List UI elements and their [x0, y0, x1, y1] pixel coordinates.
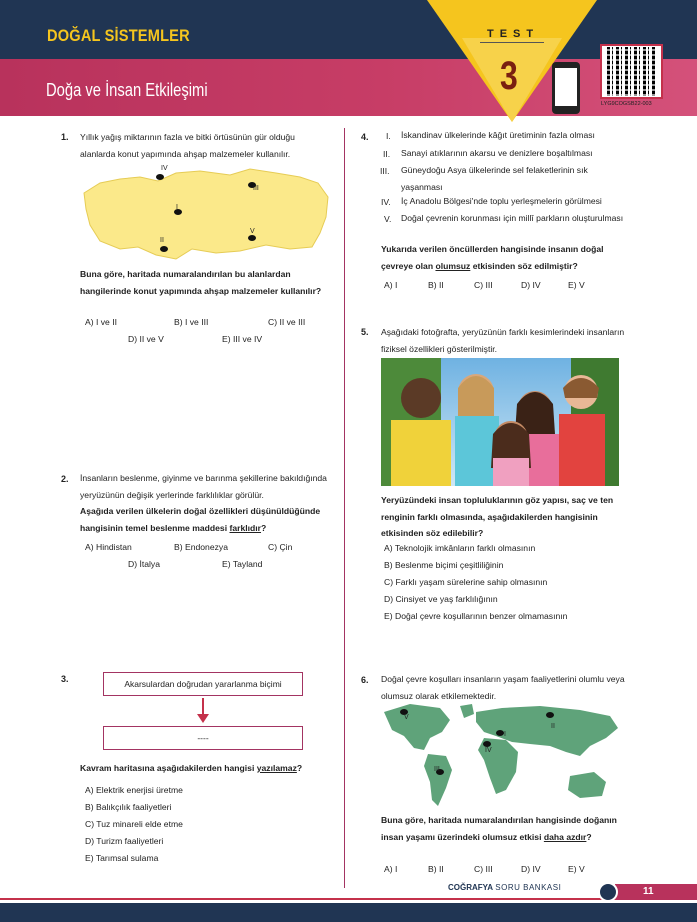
- q5-stem: Aşağıdaki fotoğrafta, yeryüzünün farklı kesimlerindeki insanların fiziksel özellikleri gösterilmiştir.: [381, 327, 625, 354]
- column-divider: [344, 128, 345, 888]
- footer-bar: [0, 903, 697, 922]
- q3-option-a[interactable]: A) Elektrik enerjisi üretme: [85, 785, 183, 795]
- q6-number: 6.: [361, 675, 369, 685]
- q4-number: 4.: [361, 132, 369, 142]
- q6-option-a[interactable]: A) I: [384, 864, 398, 874]
- q1-option-a[interactable]: A) I ve II: [85, 317, 117, 327]
- phone-icon: [552, 62, 580, 114]
- q4-item-4: İç Anadolu Bölgesi'nde toplu yerleşmelerin görülmesi: [401, 196, 602, 206]
- q4-item-1-num: I.: [386, 131, 391, 141]
- children-photo: [381, 358, 619, 486]
- q2-stem: İnsanların beslenme, giyinme ve barınma şekillerine bakıldığında yeryüzünün değişik yerlerinde farklılıklar görülür.: [80, 473, 327, 500]
- q6-question: Buna göre, haritada numaralandırılan hangisinde doğanın insan yaşamı üzerindeki olumsuz etkisi daha azdır?: [381, 815, 617, 842]
- q1-question: Buna göre, haritada numaralandırılan bu alanlardan hangilerinde konut yapımında ahşap malzemeler kullanılır?: [80, 269, 322, 296]
- q3-number: 3.: [61, 674, 69, 684]
- q2-option-b[interactable]: B) Endonezya: [174, 542, 228, 552]
- q4-item-4-num: IV.: [381, 197, 391, 207]
- q6-option-e[interactable]: E) V: [568, 864, 585, 874]
- q3-option-e[interactable]: E) Tarımsal sulama: [85, 853, 159, 863]
- q4-item-1: İskandinav ülkelerinde kâğıt üretiminin fazla olması: [401, 130, 595, 140]
- q6-map-label-v: V: [404, 714, 409, 721]
- q5-option-d[interactable]: D) Cinsiyet ve yaş farklılığının: [384, 594, 498, 604]
- q3-arrow-down-icon: [197, 714, 209, 723]
- q4-question: Yukarıda verilen öncüllerden hangisinde insanın doğal çevreye olan olumsuz etkisinden söz edilmiştir?: [381, 244, 604, 271]
- q1-map-label-iii: III: [253, 185, 259, 192]
- qr-code-caption: LYG9COGSB22-003: [601, 101, 652, 107]
- section-title: DOĞAL SİSTEMLER: [47, 26, 190, 45]
- q3-question: Kavram haritasına aşağıdakilerden hangisi yazılamaz?: [80, 763, 303, 773]
- q6-map-label-i: I: [504, 731, 506, 738]
- test-label: TEST: [487, 28, 540, 40]
- q6-map-label-iii: III: [434, 766, 440, 773]
- q6-option-d[interactable]: D) IV: [521, 864, 541, 874]
- q5-option-b[interactable]: B) Beslenme biçimi çeşitliliğinin: [384, 560, 504, 570]
- q5-option-c[interactable]: C) Farklı yaşam sürelerine sahip olmasının: [384, 577, 548, 587]
- q2-number: 2.: [61, 474, 69, 484]
- q1-option-c[interactable]: C) II ve III: [268, 317, 306, 327]
- q3-option-d[interactable]: D) Turizm faaliyetleri: [85, 836, 164, 846]
- q6-stem: Doğal çevre koşulları insanların yaşam faaliyetlerini olumlu veya olumsuz olarak etkilemektedir.: [381, 674, 625, 701]
- q6-option-c[interactable]: C) III: [474, 864, 493, 874]
- book-icon: [598, 882, 618, 902]
- q3-option-b[interactable]: B) Balıkçılık faaliyetleri: [85, 802, 172, 812]
- q6-map-label-ii: II: [551, 723, 555, 730]
- q2-option-c[interactable]: C) Çin: [268, 542, 293, 552]
- q1-option-e[interactable]: E) III ve IV: [222, 334, 263, 344]
- q6-map-label-iv: IV: [485, 747, 492, 754]
- q3-concept-box-top: Akarsulardan doğrudan yararlanma biçimi: [103, 672, 303, 696]
- q4-item-5-num: V.: [384, 214, 392, 224]
- q2-question: Aşağıda verilen ülkelerin doğal özellikleri düşünüldüğünde hangisinin temel beslenme maddesi farklıdır?: [80, 506, 321, 533]
- q4-option-b[interactable]: B) II: [428, 280, 444, 290]
- q2-option-e[interactable]: E) Tayland: [222, 559, 263, 569]
- turkey-map: [80, 163, 333, 263]
- q4-item-3-num: III.: [380, 166, 390, 176]
- q2-option-a[interactable]: A) Hindistan: [85, 542, 132, 552]
- q4-option-c[interactable]: C) III: [474, 280, 493, 290]
- q4-option-d[interactable]: D) IV: [521, 280, 541, 290]
- q3-option-c[interactable]: C) Tuz minareli elde etme: [85, 819, 183, 829]
- q4-option-e[interactable]: E) V: [568, 280, 585, 290]
- q4-item-2: Sanayi atıklarının akarsu ve denizlere boşaltılması: [401, 148, 593, 158]
- q5-question: Yeryüzündeki insan topluluklarının göz yapısı, saç ve ten renginin farklı olmasında, aşağıdakilerden hangisinin etkisinden söz edilebilir?: [381, 495, 614, 538]
- footer-book-title: COĞRAFYA SORU BANKASI: [448, 883, 562, 892]
- q1-option-d[interactable]: D) II ve V: [128, 334, 164, 344]
- q4-item-5: Doğal çevrenin korunması için millî parkların oluşturulması: [401, 213, 624, 223]
- q5-number: 5.: [361, 327, 369, 337]
- q4-option-a[interactable]: A) I: [384, 280, 398, 290]
- q4-item-3: Güneydoğu Asya ülkelerinde sel felaketlerinin sık yaşanması: [401, 165, 588, 192]
- q1-map-label-ii: II: [160, 237, 164, 244]
- q4-item-2-num: II.: [383, 149, 391, 159]
- footer-accent-line: [0, 898, 697, 900]
- page-number: 11: [615, 884, 697, 900]
- q1-option-b[interactable]: B) I ve III: [174, 317, 209, 327]
- q3-concept-box-bottom: ----: [103, 726, 303, 750]
- q6-option-b[interactable]: B) II: [428, 864, 444, 874]
- q5-option-a[interactable]: A) Teknolojik imkânların farklı olmasının: [384, 543, 536, 553]
- test-number: 3: [500, 54, 518, 98]
- q1-number: 1.: [61, 132, 69, 142]
- q1-map-label-i: I: [176, 204, 178, 211]
- world-map: [380, 702, 623, 810]
- qr-code-icon[interactable]: [607, 47, 656, 96]
- q1-map-label-v: V: [250, 228, 255, 235]
- q1-stem: Yıllık yağış miktarının fazla ve bitki örtüsünün gür olduğu alanlarda konut yapımında ahşap malzemeler kullanılır.: [80, 132, 295, 159]
- q1-map-label-iv: IV: [161, 165, 168, 172]
- q5-option-e[interactable]: E) Doğal çevre koşullarının benzer olmamasının: [384, 611, 568, 621]
- topic-title: Doğa ve İnsan Etkileşimi: [46, 80, 208, 100]
- q2-option-d[interactable]: D) İtalya: [128, 559, 160, 569]
- test-label-underline: [480, 42, 544, 43]
